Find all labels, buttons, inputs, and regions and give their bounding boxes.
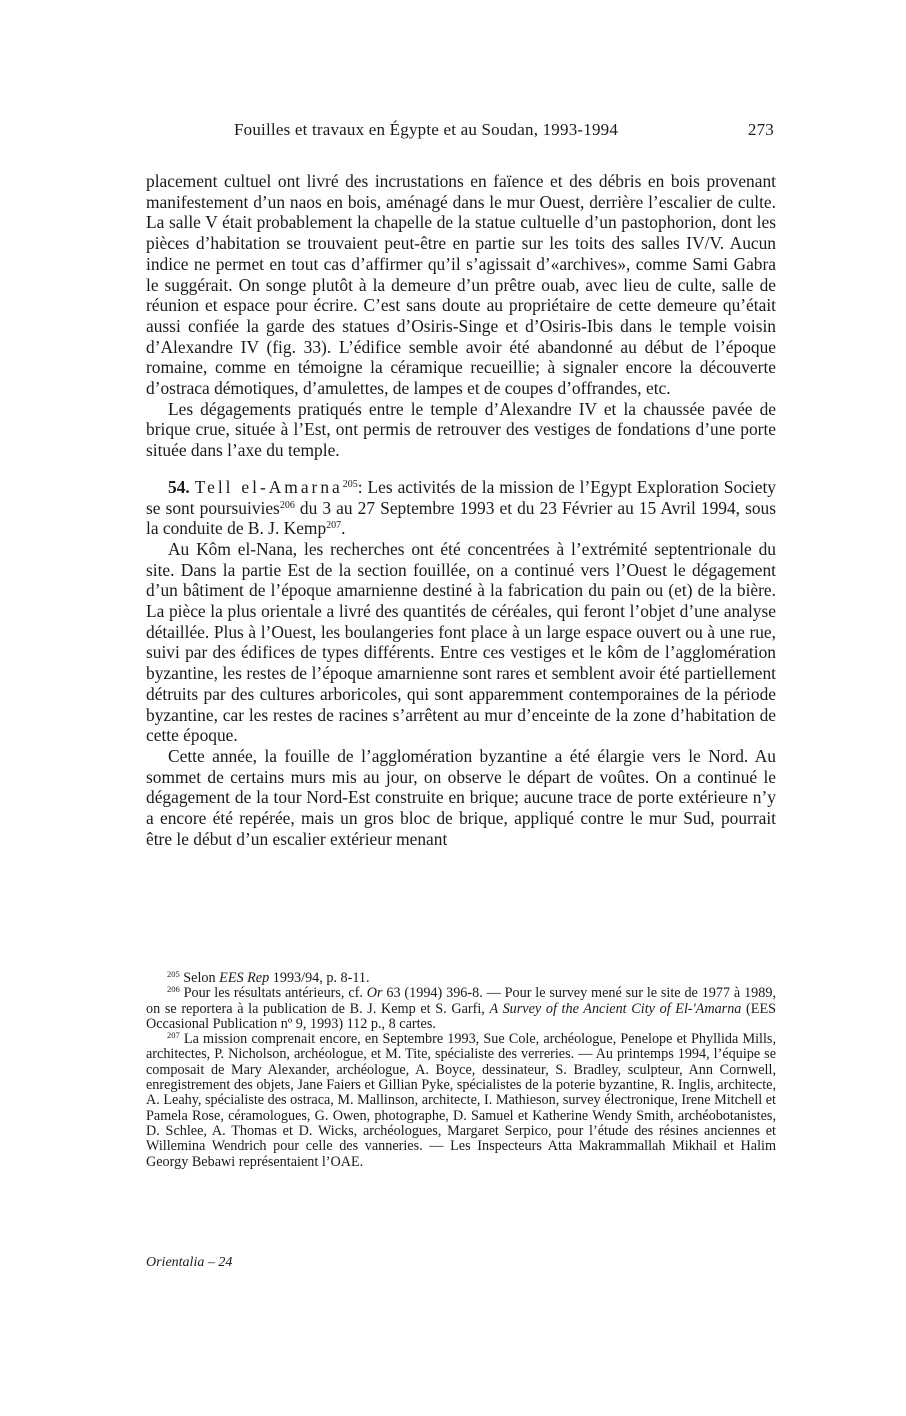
footnote-text: Pour les résultats antérieurs, cf. <box>179 985 367 1002</box>
footnote-italic: A Survey of the Ancient City of El-'Amarna <box>489 1000 742 1017</box>
page-number: 273 <box>747 120 774 139</box>
section-text-1: : Les activités de la mission de l’Egypt Exploration Society se sont poursuivies <box>146 476 776 518</box>
section-text-2: du 3 au 27 Septembre 1993 et du 23 Février au 15 Avril 1994, sous la conduite de B. J. Kemp <box>146 497 777 539</box>
footnote-ref-205: 205 <box>342 478 358 490</box>
section-number: 54. <box>168 476 190 497</box>
footnote-italic: EES Rep <box>219 970 270 986</box>
footnote-number: 205 <box>167 969 180 979</box>
signature-mark: Orientalia – 24 <box>146 1255 233 1270</box>
running-title: Fouilles et travaux en Égypte et au Soudan, 1993-1994 <box>234 120 619 139</box>
paragraph-byzantine: Cette année, la fouille de l’agglomération byzantine a été élargie vers le Nord. Au sommet de certains murs mis au jour, on observe le départ de voûtes. On a continué le dégagement de la tour Nord-Est construite en brique; aucune trace de porte extérieure n’y a encore été repérée, mais un gros bloc de brique, appliqué contre le mur Sud, pourrait être le début d’un escalier extérieur menant <box>146 745 776 849</box>
paragraph-kom-el-nana: Au Kôm el-Nana, les recherches ont été concentrées à l’extrémité septentrionale du site. Dans la partie Est de la section fouillée, on a continué vers l’Ouest le dégagement d’un bâtiment de l’époque amarnienne destiné à la fabrication du pain ou (et) de la bière. La pièce la plus orientale a livré des quantités de céréales, qui feront l’objet d’une analyse détaillée. Plus à l’Ouest, les boulangeries font place à un large espace ouvert ou à une rue, suivi par des édifices de types différents. Entre ces vestiges et le kôm de l’agglomération byzantine, les restes de l’époque amarnienne sont rares et semblent avoir été partiellement détruits par des cultures arboricoles, qui sont apparemment contemporaines de la période byzantine, car les restes de racines s’arrêtent au mur d’enceinte de la zone d’habitation de cette époque. <box>146 538 776 746</box>
footnote-text: (EES Occasional Publication nº 9, 1993) 112 p., 8 cartes. <box>146 1000 777 1032</box>
footnote-text: La mission comprenait encore, en Septembre 1993, Sue Cole, archéologue, Penelope et Phyllida Mills, architectes, P. Nicholson, archéologue, et M. Tite, spécialiste des verreries. — Au printemps 1994, l’équipe se composait de Mary Alexander, archéologue, A. Boyce, dessinateur, S. Bradley, sculpteur, Ann Cornwell, enregistrement des objets, Jane Faiers et Gillian Pyke, spécialistes de la poterie byzantine, R. Inglis, architecte, A. Leahy, spécialiste des ostraca, M. Mallinson, architecte, I. Mathieson, survey électronique, Irene Mitchell et Pamela Rose, céramologues, G. Owen, photographe, D. Samuel et Katherine Wendy Smith, archéobotanistes, D. Schlee, A. Thomas et D. Wicks, archéologues, Margaret Serpico, pour l’étude des résines anciennes et Willemina Wendrich pour celle des vanneries. — Les Inspecteurs Atta Makrammallah Mikhail et Halim Georgy Bebawi représentaient l’OAE. <box>146 1031 776 1170</box>
footnote-number: 207 <box>167 1030 180 1041</box>
paragraph-continuation: placement cultuel ont livré des incrustations en faïence et des débris en bois provenant manifestement d’un naos en bois, aménagé dans le mur Ouest, derrière l’escalier de culte. La salle V était probablement la chapelle de la statue cultuelle d’un pastophorion, dont les pièces d’habitation se trouvaient peut-être en partie sur les toits des salles IV/V. Aucun indice ne permet en tout cas d’affirmer qu’il s’agissait d’«archives», comme Sami Gabra le suggérait. On songe plutôt à la demeure d’un prêtre ouab, avec lieu de culte, salle de réunion et espace pour écrire. C’est sans doute au propriétaire de cette demeure qu’était aussi confiée la garde des statues d’Osiris-Singe et d’Osiris-Ibis dans le temple voisin d’Alexandre IV (fig. 33). L’édifice semble avoir été abandonné au début de l’époque romaine, comme en témoigne la céramique recueillie; à signaler encore la découverte d’ostraca démotiques, d’amulettes, de lampes et de coupes d’offrandes, etc. <box>146 171 776 399</box>
footnote-text: 63 (1994) 396-8. — Pour le survey mené sur le site de 1977 à 1989, on se reportera à la publication de B. J. Kemp et S. Garfi, <box>146 985 776 1017</box>
section-54-intro <box>146 477 776 539</box>
footnote-number: 206 <box>167 984 180 995</box>
site-name: Tell el-Amarna <box>194 476 343 497</box>
paragraph-gates: Les dégagements pratiqués entre le temple d’Alexandre IV et la chaussée pavée de brique crue, située à l’Est, ont permis de retrouver des vestiges de fondations d’une porte située dans l’axe du temple. <box>146 398 776 461</box>
section-text-3: . <box>341 518 346 539</box>
footnote-205 <box>146 971 776 986</box>
footnotes <box>146 971 776 1170</box>
footnote-ref-206: 206 <box>279 499 295 511</box>
footnote-207 <box>146 1032 776 1170</box>
footnote-ref-207: 207 <box>326 520 342 532</box>
running-head <box>146 120 774 144</box>
footnote-text: 1993/94, p. 8-11. <box>269 970 370 986</box>
footnote-text: Selon <box>179 970 220 986</box>
footnote-italic: Or <box>366 985 383 1002</box>
body-text <box>146 171 776 850</box>
footnote-206 <box>146 986 776 1032</box>
